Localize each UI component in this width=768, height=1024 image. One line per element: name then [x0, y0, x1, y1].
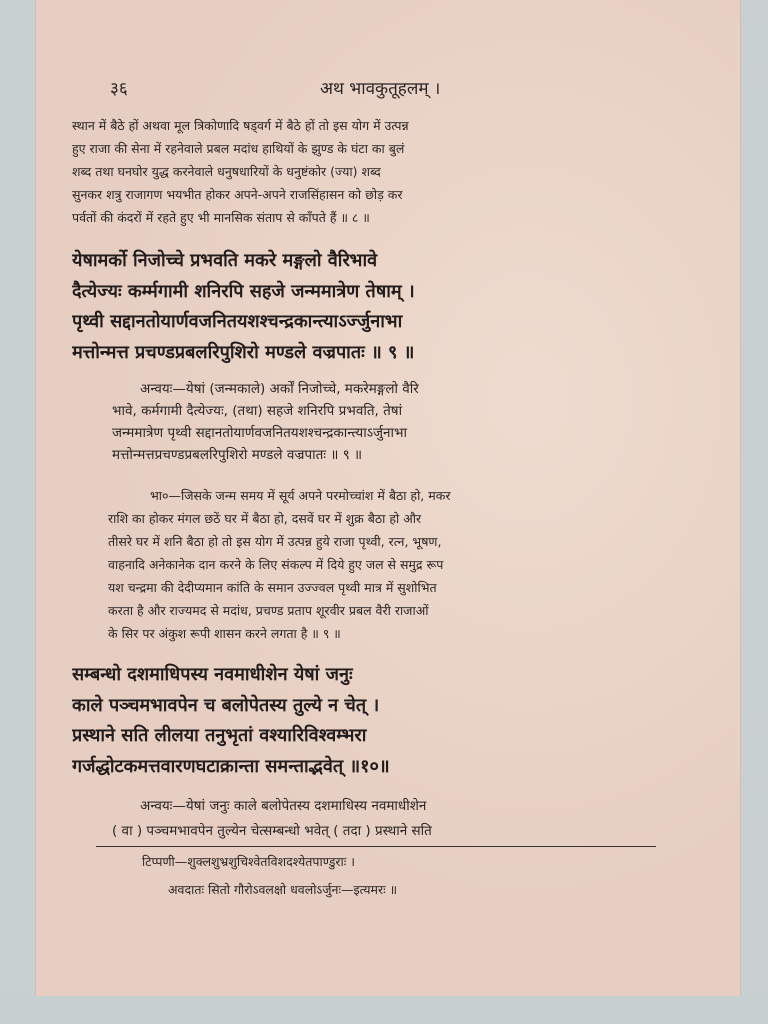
- commentary-paragraph-8: [72, 114, 660, 229]
- text-line: शब्द तथा घनघोर युद्ध करनेवाले धनुषधारियों के धनुष्टंकोर (ज्या) शब्द: [72, 164, 381, 179]
- text-line: भा०—जिसके जन्म समय में सूर्य अपने परमोच्चांश में बैठा हो, मकर: [150, 488, 451, 503]
- verse-line: येषामर्को निजोच्चे प्रभवति मकरे मङ्गलो वैरिभावे: [72, 250, 378, 271]
- text-line: हुए राजा की सेना में रहनेवाले प्रबल मदांध हाथियों के झुण्ड के घंटा का बुलं: [72, 141, 405, 156]
- bhashya-9: [72, 484, 660, 645]
- text-line: जन्ममात्रेण पृथ्वी सद्दानतोयार्णवजनितयशश्चन्द्रकान्त्याऽर्जुनाभा: [112, 425, 407, 441]
- verse-line: सम्बन्धो दशमाधिपस्य नवमाधीशेन येषां जनुः: [72, 664, 353, 685]
- text-line: अन्वयः—येषां जनुः काले बलोपेतस्य दशमाधिस्य नवमाधीशेन: [140, 798, 427, 814]
- footnote: [72, 848, 660, 904]
- text-line: ( वा ) पञ्चमभावपेन तुल्येन चेत्सम्बन्धो भवेत् ( तदा ) प्रस्थाने सति: [112, 823, 432, 839]
- verse-line: पृथ्वी सद्दानतोयार्णवजनितयशश्चन्द्रकान्त्याऽर्ज्जुनाभा: [72, 311, 403, 332]
- text-line: पर्वतों की कंदरों में रहते हुए भी मानसिक संताप से काँपते हैं ॥ ८ ॥: [72, 210, 370, 225]
- text-line: मत्तोन्मत्तप्रचण्डप्रबलरिपुशिरो मण्डले वज्रपातः ॥ ९ ॥: [112, 447, 363, 463]
- verse-line: प्रस्थाने सति लीलया तनुभृतां वश्यारिविश्वम्भरा: [72, 725, 367, 746]
- text-line: भावे, कर्मगामी दैत्येज्यः, (तथा) सहजे शनिरपि प्रभवति, तेषां: [112, 403, 403, 419]
- text-line: राशि का होकर मंगल छठें घर में बैठा हो, दसवें घर में शुक्र बैठा हो और: [108, 511, 422, 526]
- verse-line: काले पञ्चमभावपेन च बलोपेतस्य तुल्ये न चेत् ।: [72, 694, 380, 716]
- page-header: [110, 76, 580, 100]
- text-line: स्थान में बैठे हों अथवा मूल त्रिकोणादि षड्वर्ग में बैठे हों तो इस योग में उत्पन्न: [72, 118, 409, 133]
- scan-background-strip: [0, 996, 768, 1024]
- anvaya-9: [78, 378, 666, 466]
- verse-line: गर्जद्धोटकमत्तवारणघटाक्रान्ता समन्ताद्भवेत् ॥१०॥: [72, 755, 390, 777]
- text-line: तीसरे घर में शनि बैठा हो तो इस योग में उत्पन्न हुये राजा पृथ्वी, रत्न, भूषण,: [108, 534, 442, 549]
- footnote-divider: [96, 846, 656, 847]
- verse-9: [72, 246, 660, 368]
- verse-line: दैत्येज्यः कर्म्मगामी शनिरपि सहजे जन्ममात्रेण तेषाम् ।: [72, 280, 415, 302]
- footnote-line: टिप्पणी—शुक्लशुभ्रशुचिश्वेतविशदश्येतपाण्डुराः ।: [142, 854, 355, 869]
- footnote-line: अवदातः सितो गौरोऽवलक्षो धवलोऽर्जुनः—इत्यमरः ॥: [168, 882, 398, 897]
- anvaya-10: [78, 794, 666, 844]
- page-number: ३६: [110, 79, 128, 99]
- text-line: यश चन्द्रमा की देदीप्यमान कांति के समान उज्ज्वल पृथ्वी मात्र में सुशोभित: [108, 580, 437, 595]
- verse-10: [72, 660, 660, 782]
- text-line: सुनकर शत्रु राजागण भयभीत होकर अपने-अपने राजसिंहासन को छोड़ कर: [72, 187, 403, 202]
- running-title: अथ भावकुतूहलम् ।: [320, 79, 441, 99]
- text-line: करता है और राज्यमद से मदांध, प्रचण्ड प्रताप शूरवीर प्रबल वैरी राजाओं: [108, 603, 429, 618]
- text-line: वाहनादि अनेकानेक दान करने के लिए संकल्प में दिये हुए जल से समुद्र रूप: [108, 557, 444, 572]
- verse-line: मत्तोन्मत्त प्रचण्डप्रबलरिपुशिरो मण्डले वज्रपातः ॥ ९ ॥: [72, 341, 415, 363]
- text-line: अन्वयः—येषां (जन्मकाले) अर्कों निजोच्चे, मकरेमङ्गलो वैरि: [140, 381, 419, 397]
- text-line: के सिर पर अंकुश रूपी शासन करने लगता है ॥ ९ ॥: [108, 626, 341, 641]
